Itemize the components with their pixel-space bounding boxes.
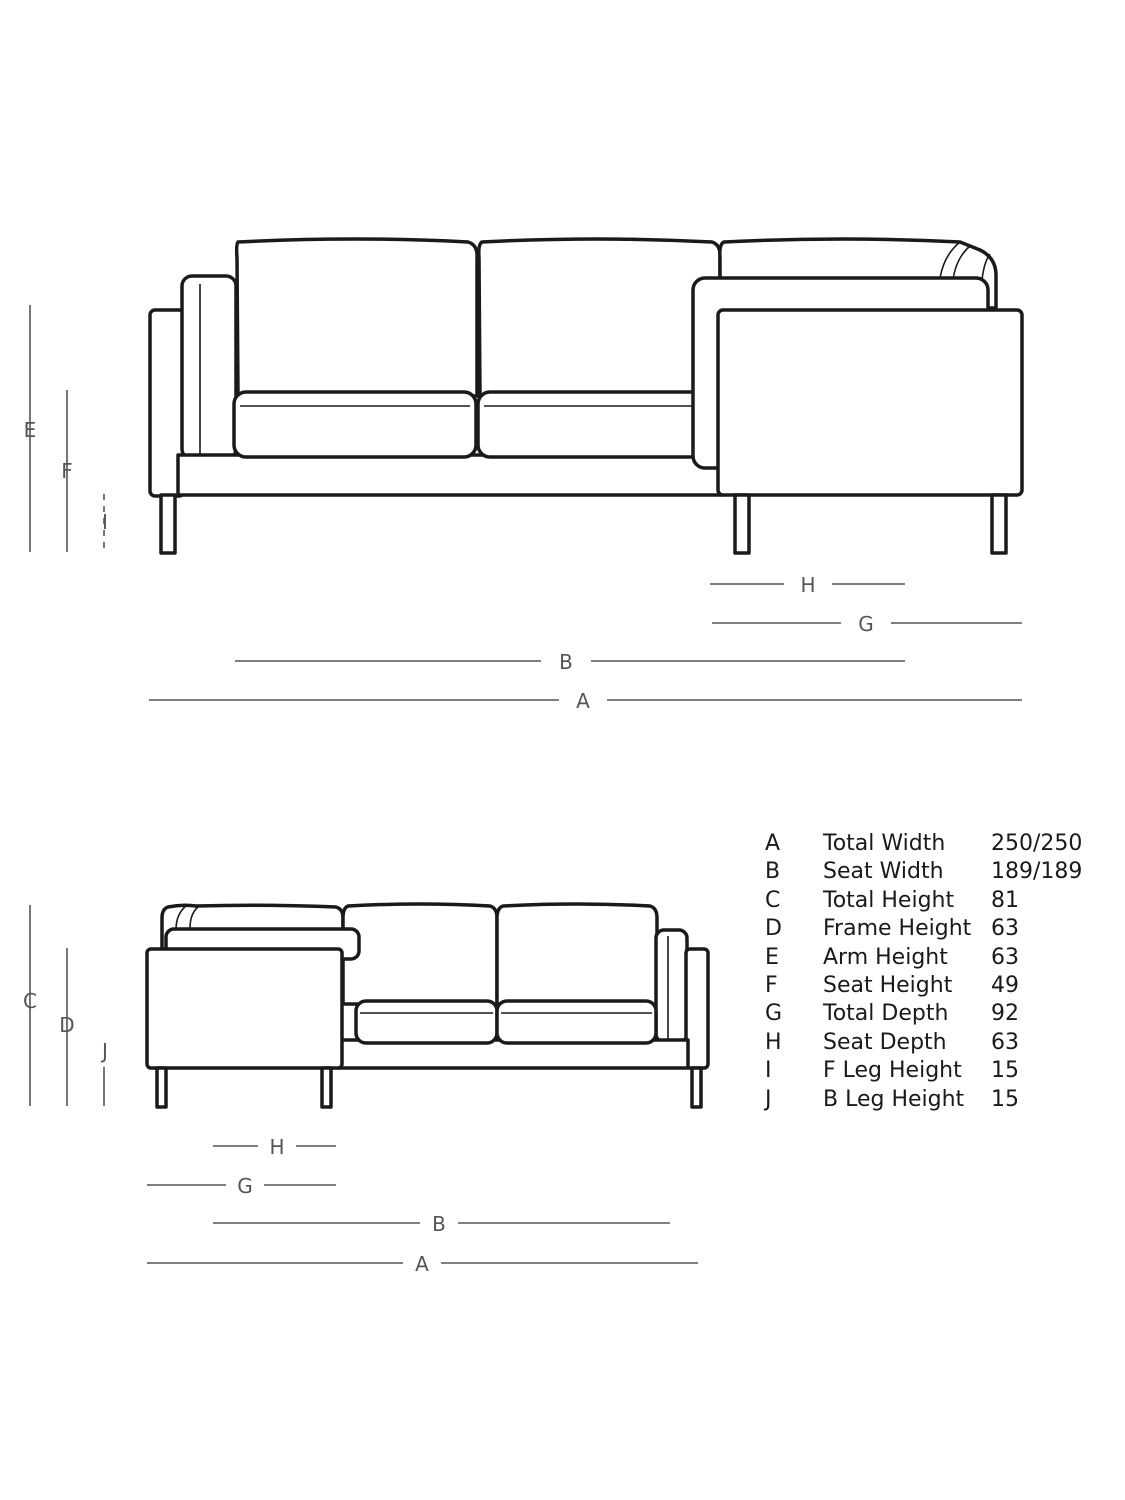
spec-letter: A — [765, 831, 781, 856]
spec-letter: B — [765, 859, 781, 885]
spec-letter: C — [765, 887, 781, 913]
spec-letter: E — [765, 944, 779, 970]
spec-name: Seat Height — [823, 972, 953, 998]
front-base — [178, 455, 723, 495]
spec-row — [765, 830, 1101, 858]
dim-label-H: H — [800, 573, 816, 597]
dim-label-D: D — [59, 1013, 75, 1037]
dim-label-A: A — [576, 689, 590, 713]
spec-name: Seat Width — [823, 859, 944, 885]
spec-letter: G — [765, 1001, 783, 1027]
side-back-cushion-middle — [343, 904, 497, 1004]
spec-row — [765, 1057, 1101, 1085]
dim-label-C: C — [23, 989, 37, 1013]
spec-letter: D — [765, 916, 782, 942]
dim-label-A: A — [415, 1252, 429, 1276]
spec-row — [765, 1086, 1101, 1114]
spec-name: Frame Height — [823, 916, 972, 942]
front-leg-3 — [992, 495, 1006, 553]
dim-label-B: B — [432, 1212, 446, 1236]
side-right-arm-cushion — [656, 930, 687, 1042]
front-leg-1 — [161, 495, 175, 553]
spec-row — [765, 972, 1101, 1000]
front-seat-cushion-right — [478, 392, 718, 457]
spec-letter: H — [765, 1029, 782, 1055]
side-view-sofa — [147, 904, 708, 1107]
spec-value: 250/250 — [991, 831, 1083, 856]
spec-table — [765, 830, 1101, 1114]
spec-row — [765, 1000, 1101, 1028]
spec-value: 63 — [991, 944, 1019, 970]
dim-label-H: H — [269, 1135, 285, 1159]
spec-name: Seat Depth — [823, 1029, 947, 1055]
side-seat-cushion-left — [356, 1001, 497, 1043]
side-leg-3 — [692, 1068, 701, 1107]
side-chaise-block — [147, 949, 342, 1068]
dim-label-I: I — [102, 510, 108, 534]
spec-value: 81 — [991, 887, 1019, 913]
spec-value: 189/189 — [991, 859, 1083, 885]
front-seat-cushion-left — [234, 392, 476, 457]
front-view-sofa — [150, 239, 1022, 553]
spec-row — [765, 887, 1101, 915]
front-chaise-block — [718, 310, 1022, 495]
spec-name: F Leg Height — [823, 1058, 962, 1084]
spec-value: 15 — [991, 1086, 1019, 1112]
dim-label-E: E — [23, 418, 37, 442]
spec-value: 49 — [991, 972, 1019, 998]
spec-row — [765, 858, 1101, 886]
side-leg-2 — [322, 1068, 331, 1107]
side-seat-cushion-right — [497, 1001, 656, 1043]
side-back-cushion-right — [497, 904, 657, 1004]
dim-label-G: G — [858, 612, 874, 636]
spec-name: Total Height — [823, 887, 955, 913]
dim-label-B: B — [559, 650, 573, 674]
spec-name: Total Depth — [823, 1001, 949, 1027]
front-leg-2 — [735, 495, 749, 553]
dim-label-G: G — [237, 1174, 253, 1198]
side-leg-1 — [157, 1068, 166, 1107]
spec-row — [765, 944, 1101, 972]
spec-value: 15 — [991, 1058, 1019, 1084]
dim-label-J: J — [102, 1039, 108, 1063]
spec-name: B Leg Height — [823, 1086, 965, 1112]
spec-letter: F — [765, 972, 778, 998]
spec-letter: J — [765, 1086, 772, 1112]
spec-value: 63 — [991, 1029, 1019, 1055]
spec-value: 92 — [991, 1001, 1019, 1027]
spec-row — [765, 1029, 1101, 1057]
spec-value: 63 — [991, 916, 1019, 942]
front-back-cushion-middle — [479, 239, 720, 396]
spec-name: Arm Height — [823, 944, 948, 970]
dim-label-F: F — [61, 459, 73, 483]
spec-row — [765, 915, 1101, 943]
front-left-arm-cushion — [182, 276, 236, 459]
front-back-cushion-left — [237, 239, 477, 396]
spec-name: Total Width — [823, 831, 946, 856]
spec-letter: I — [765, 1058, 772, 1084]
